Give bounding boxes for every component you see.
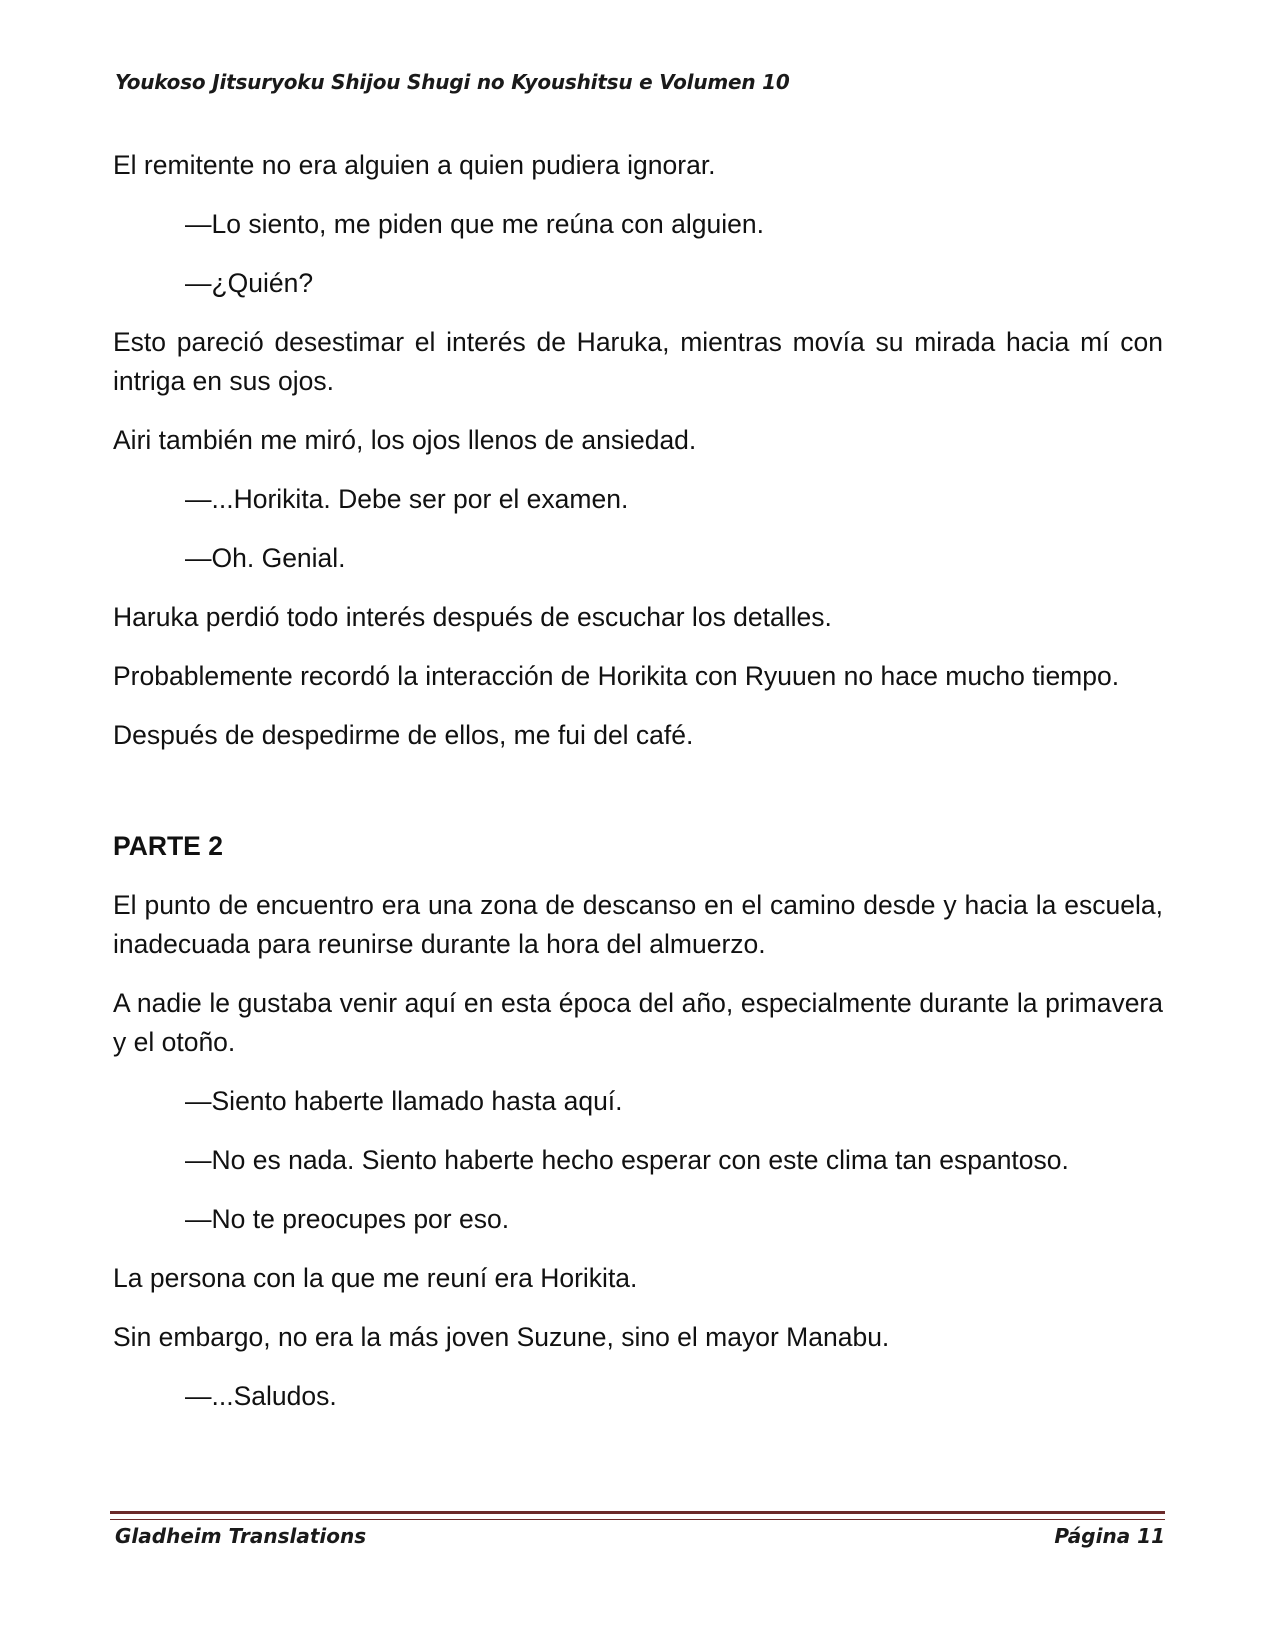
dialogue-line: —Lo siento, me piden que me reúna con alguien. (185, 209, 764, 239)
page-body (113, 146, 1163, 1436)
dialogue-line: —...Saludos. (185, 1381, 337, 1411)
section-title: PARTE 2 (113, 831, 223, 861)
dialogue-line: —...Horikita. Debe ser por el examen. (185, 484, 629, 514)
paragraph: El remitente no era alguien a quien pudiera ignorar. (113, 150, 716, 180)
paragraph: A nadie le gustaba venir aquí en esta época del año, especialmente durante la primavera y el otoño. (113, 988, 1163, 1057)
paragraph: Airi también me miró, los ojos llenos de ansiedad. (113, 425, 697, 455)
footer-publisher: Gladheim Translations (115, 1524, 367, 1548)
dialogue-line: —No te preocupes por eso. (185, 1204, 510, 1234)
paragraph: El punto de encuentro era una zona de descanso en el camino desde y hacia la escuela, inadecuada para reunirse durante la hora del almuerzo. (113, 890, 1163, 959)
paragraph: La persona con la que me reuní era Horikita. (113, 1263, 638, 1293)
page-number: Página 11 (1054, 1524, 1165, 1548)
dialogue-line: —Oh. Genial. (185, 543, 346, 573)
paragraph: Probablemente recordó la interacción de Horikita con Ryuuen no hace mucho tiempo. (113, 661, 1120, 691)
dialogue-line: —No es nada. Siento haberte hecho esperar con este clima tan espantoso. (185, 1145, 1069, 1175)
paragraph: Haruka perdió todo interés después de escuchar los detalles. (113, 602, 832, 632)
running-header: Youkoso Jitsuryoku Shijou Shugi no Kyoushitsu e Volumen 10 (115, 70, 790, 94)
paragraph: Sin embargo, no era la más joven Suzune, sino el mayor Manabu. (113, 1322, 890, 1352)
dialogue-line: —Siento haberte llamado hasta aquí. (185, 1086, 623, 1116)
dialogue-line: —¿Quién? (185, 268, 314, 298)
paragraph: Esto pareció desestimar el interés de Haruka, mientras movía su mirada hacia mí con intriga en sus ojos. (113, 327, 1163, 396)
paragraph: Después de despedirme de ellos, me fui del café. (113, 720, 694, 750)
footer-divider (110, 1511, 1165, 1520)
